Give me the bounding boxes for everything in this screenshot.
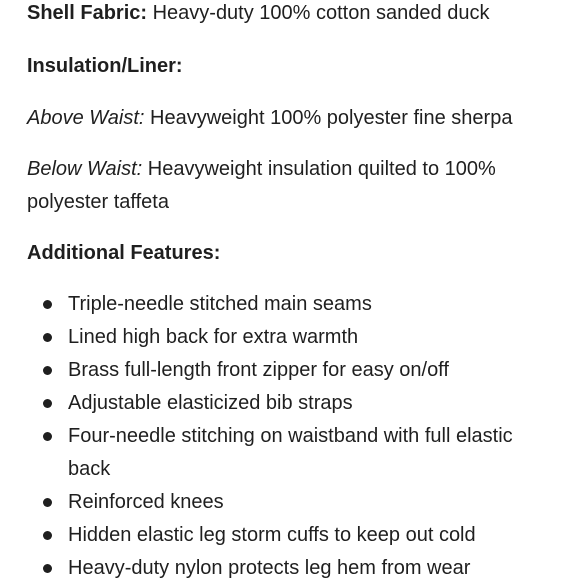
below-waist-label: Below Waist: [27, 158, 143, 180]
list-item [27, 288, 570, 321]
list-item [27, 519, 570, 552]
feature-text: Brass full-length front zipper for easy on/off [68, 359, 449, 381]
list-item [27, 387, 570, 420]
bullet-icon [43, 300, 52, 309]
below-waist-value: Heavyweight insulation quilted to 100% polyester taffeta [27, 158, 496, 213]
above-waist-value: Heavyweight 100% polyester fine sherpa [144, 107, 513, 129]
insulation-heading: Insulation/Liner: [27, 55, 183, 77]
feature-text: Triple-needle stitched main seams [68, 293, 372, 315]
feature-text: Reinforced knees [68, 491, 224, 513]
feature-text: Hidden elastic leg storm cuffs to keep out cold [68, 524, 476, 546]
features-list [27, 288, 570, 585]
list-item [27, 552, 570, 585]
list-item [27, 486, 570, 519]
bullet-icon [43, 333, 52, 342]
bullet-icon [43, 399, 52, 408]
shell-fabric-label: Shell Fabric: [27, 2, 148, 24]
list-item [27, 420, 570, 486]
shell-fabric-line [27, 0, 570, 30]
below-waist-line [27, 153, 540, 219]
feature-text: Heavy-duty nylon protects leg hem from wear [68, 557, 471, 579]
feature-text: Adjustable elasticized bib straps [68, 392, 353, 414]
list-item [27, 321, 570, 354]
above-waist-line [27, 102, 570, 135]
bullet-icon [43, 498, 52, 507]
above-waist-label: Above Waist: [27, 107, 145, 129]
features-heading: Additional Features: [27, 242, 221, 264]
bullet-icon [43, 366, 52, 375]
feature-text: Four-needle stitching on waistband with full elastic back [68, 425, 513, 480]
list-item [27, 354, 570, 387]
bullet-icon [43, 432, 52, 441]
shell-fabric-value: Heavy-duty 100% cotton sanded duck [147, 2, 490, 24]
bullet-icon [43, 564, 52, 573]
feature-text: Lined high back for extra warmth [68, 326, 359, 348]
bullet-icon [43, 531, 52, 540]
